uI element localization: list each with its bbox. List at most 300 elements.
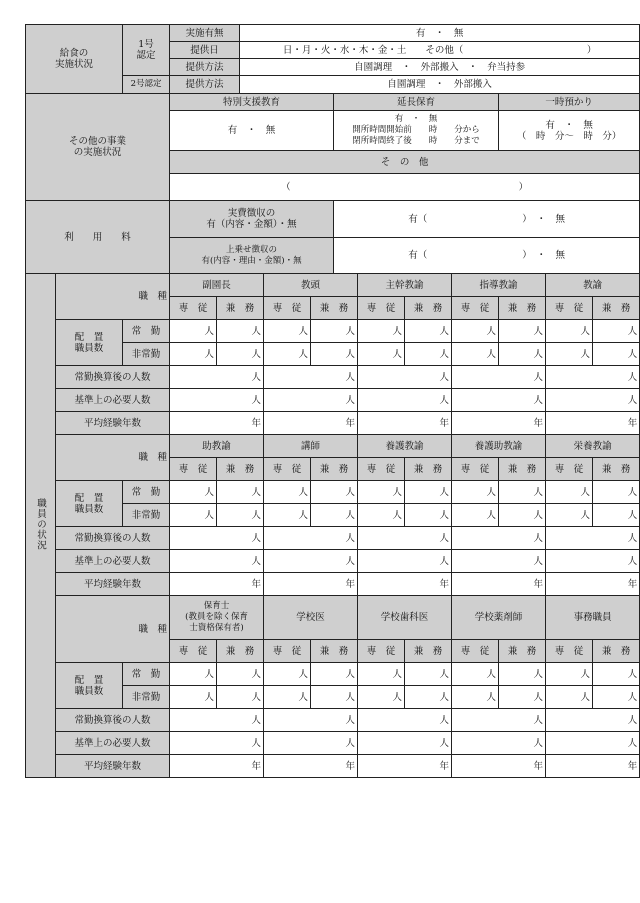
avg_years-cell-text: 年	[533, 760, 544, 772]
avg_years-cell	[170, 573, 264, 596]
required-cell	[358, 732, 452, 755]
person-cell-text: 人	[298, 668, 309, 680]
converted-label-text: 常勤換算後の人数	[74, 371, 151, 383]
required-cell-text: 人	[251, 555, 262, 567]
avg_years-cell	[358, 573, 452, 596]
person-cell-text: 人	[251, 325, 262, 337]
job-title	[452, 274, 546, 297]
person-cell	[405, 504, 452, 527]
person-cell-text: 人	[204, 691, 215, 703]
kenmu-label-text: 兼 務	[507, 645, 537, 657]
person-cell-text: 人	[204, 668, 215, 680]
job-title-text: 養護助教諭	[474, 440, 523, 452]
avg_years-cell-text: 年	[345, 760, 356, 772]
kenmu-label	[217, 458, 264, 481]
person-cell-text: 人	[580, 668, 591, 680]
job-title-text: 講師	[301, 440, 321, 452]
method1-value	[240, 59, 640, 76]
person-cell	[170, 663, 217, 686]
required-cell-text: 人	[533, 555, 544, 567]
kenmu-label-text: 兼 務	[225, 645, 255, 657]
fulltime-label-text: 常 勤	[131, 668, 161, 680]
person-cell	[499, 320, 546, 343]
converted-cell-text: 人	[627, 371, 638, 383]
job-title	[546, 274, 640, 297]
job-title-text: 保育士 (教員を除く保育 士資格保有者)	[185, 601, 248, 633]
converted-cell-text: 人	[627, 714, 638, 726]
senju-label-text: 専 従	[366, 302, 396, 314]
senju-label	[170, 458, 217, 481]
required-cell-text: 人	[627, 394, 638, 406]
parttime-label	[123, 686, 170, 709]
person-cell-text: 人	[392, 325, 403, 337]
impl-label	[170, 25, 240, 42]
cert1-label	[123, 25, 170, 76]
required-cell-text: 人	[345, 737, 356, 749]
misc-value	[170, 174, 640, 201]
avg_years-cell-text: 年	[627, 578, 638, 590]
special-value-text: 有 ・ 無	[227, 125, 276, 136]
kenmu-label	[499, 297, 546, 320]
person-cell-text: 人	[627, 348, 638, 360]
converted-cell	[358, 527, 452, 550]
senju-label	[452, 458, 499, 481]
person-cell	[311, 504, 358, 527]
job-type-label-text: 職 種	[138, 452, 168, 463]
avg_years-cell	[264, 573, 358, 596]
person-cell-text: 人	[533, 668, 544, 680]
job-title	[170, 596, 264, 640]
job-title-text: 教諭	[583, 279, 603, 291]
person-cell	[358, 504, 405, 527]
senju-label-text: 専 従	[366, 645, 396, 657]
person-cell	[264, 343, 311, 366]
person-cell	[358, 343, 405, 366]
person-cell-text: 人	[298, 486, 309, 498]
person-cell-text: 人	[345, 348, 356, 360]
avg_years-cell	[452, 573, 546, 596]
method2-label-text: 提供方法	[185, 79, 224, 90]
extended-value	[334, 111, 499, 151]
required-cell	[170, 550, 264, 573]
senju-label-text: 専 従	[178, 302, 208, 314]
kenmu-label	[217, 297, 264, 320]
required-cell	[264, 732, 358, 755]
job-title-text: 教頭	[301, 279, 321, 291]
other-title	[26, 94, 170, 201]
avg_years-label-text: 平均経験年数	[84, 760, 142, 772]
fee-title-text: 利 用 料	[64, 231, 131, 243]
avg_years-cell-text: 年	[251, 760, 262, 772]
temporary-header	[499, 94, 640, 111]
job-title-text: 助教諭	[202, 440, 231, 452]
person-cell	[499, 343, 546, 366]
person-cell-text: 人	[533, 325, 544, 337]
job-title	[358, 435, 452, 458]
person-cell	[358, 686, 405, 709]
required-cell-text: 人	[627, 737, 638, 749]
person-cell-text: 人	[204, 509, 215, 521]
method1-label	[170, 59, 240, 76]
special-header-text: 特別支援教育	[223, 96, 281, 108]
converted-cell	[546, 709, 640, 732]
converted-cell	[452, 366, 546, 389]
senju-label	[358, 297, 405, 320]
required-cell	[170, 389, 264, 412]
person-cell-text: 人	[392, 348, 403, 360]
job-title	[452, 596, 546, 640]
method1-label-text: 提供方法	[185, 61, 224, 73]
senju-label-text: 専 従	[366, 463, 396, 475]
job-title	[170, 435, 264, 458]
extra-fee-value	[334, 238, 640, 274]
person-cell-text: 人	[345, 668, 356, 680]
person-cell	[452, 343, 499, 366]
person-cell	[546, 481, 593, 504]
person-cell-text: 人	[439, 691, 450, 703]
person-cell-text: 人	[580, 509, 591, 521]
kenmu-label	[593, 458, 640, 481]
avg_years-label-text: 平均経験年数	[84, 578, 142, 590]
converted-cell	[264, 709, 358, 732]
person-cell	[405, 663, 452, 686]
person-cell	[405, 481, 452, 504]
person-cell	[264, 504, 311, 527]
senju-label	[358, 640, 405, 663]
avg_years-label-text: 平均経験年数	[84, 417, 142, 429]
method2-value	[240, 76, 640, 94]
required-cell	[452, 732, 546, 755]
converted-cell-text: 人	[345, 532, 356, 544]
senju-label-text: 専 従	[272, 463, 302, 475]
kenmu-label	[311, 640, 358, 663]
parttime-label	[123, 504, 170, 527]
person-cell	[452, 663, 499, 686]
fulltime-label	[123, 663, 170, 686]
senju-label	[170, 297, 217, 320]
avg_years-cell-text: 年	[627, 760, 638, 772]
required-cell-text: 人	[345, 555, 356, 567]
person-cell	[170, 686, 217, 709]
converted-cell-text: 人	[345, 371, 356, 383]
person-cell-text: 人	[439, 325, 450, 337]
person-cell-text: 人	[392, 668, 403, 680]
kenmu-label-text: 兼 務	[225, 302, 255, 314]
person-cell-text: 人	[627, 691, 638, 703]
required-cell-text: 人	[251, 737, 262, 749]
person-cell	[170, 320, 217, 343]
job-type-label	[56, 435, 170, 481]
person-cell	[593, 320, 640, 343]
converted-cell-text: 人	[251, 371, 262, 383]
kenmu-label-text: 兼 務	[319, 645, 349, 657]
person-cell	[452, 320, 499, 343]
person-cell-text: 人	[533, 348, 544, 360]
person-cell	[264, 663, 311, 686]
kenmu-label-text: 兼 務	[601, 463, 631, 475]
job-type-label	[56, 596, 170, 663]
converted-cell	[452, 527, 546, 550]
parttime-label-text: 非常勤	[131, 691, 161, 703]
person-cell	[217, 320, 264, 343]
senju-label	[452, 640, 499, 663]
person-cell-text: 人	[486, 509, 497, 521]
converted-cell	[358, 709, 452, 732]
placement-label	[56, 320, 123, 366]
person-cell-text: 人	[486, 486, 497, 498]
senju-label-text: 専 従	[272, 645, 302, 657]
person-cell-text: 人	[298, 348, 309, 360]
fulltime-label	[123, 481, 170, 504]
senju-label	[264, 297, 311, 320]
kenmu-label-text: 兼 務	[601, 645, 631, 657]
avg_years-cell	[358, 412, 452, 435]
senju-label	[264, 458, 311, 481]
kenmu-label-text: 兼 務	[413, 645, 443, 657]
job-title-text: 学校薬剤師	[474, 612, 523, 623]
job-title-text: 事務職員	[573, 612, 612, 623]
required-cell	[358, 550, 452, 573]
kenmu-label	[405, 640, 452, 663]
person-cell-text: 人	[439, 348, 450, 360]
avg_years-cell	[452, 412, 546, 435]
meal-title-text: 給食の 実施状況	[55, 48, 94, 70]
person-cell-text: 人	[298, 325, 309, 337]
kenmu-label-text: 兼 務	[601, 302, 631, 314]
fee-title	[26, 201, 170, 274]
job-title	[358, 596, 452, 640]
converted-cell-text: 人	[439, 714, 450, 726]
kenmu-label	[499, 458, 546, 481]
person-cell	[311, 663, 358, 686]
required-cell-text: 人	[439, 555, 450, 567]
extra-fee-value-text: 有（ ） ・ 無	[408, 250, 566, 261]
person-cell-text: 人	[298, 509, 309, 521]
person-cell-text: 人	[392, 691, 403, 703]
person-cell-text: 人	[345, 691, 356, 703]
job-type-label	[56, 274, 170, 320]
avg_years-cell	[264, 412, 358, 435]
person-cell-text: 人	[204, 348, 215, 360]
job-title-text: 副園長	[202, 279, 231, 291]
misc-value-text: （ ）	[281, 181, 529, 193]
job-title	[546, 596, 640, 640]
placement-label	[56, 481, 123, 527]
staff-section-title-text: 職員の状況	[35, 497, 46, 551]
person-cell-text: 人	[486, 325, 497, 337]
person-cell	[546, 663, 593, 686]
person-cell-text: 人	[204, 486, 215, 498]
job-type-label-text: 職 種	[138, 623, 168, 635]
avg_years-cell-text: 年	[439, 417, 450, 429]
extended-value-text: 有 ・ 無 開所時間開始前 時 分から 閉所時間終了後 時 分まで	[352, 114, 480, 146]
job-title-text: 栄養教諭	[573, 440, 612, 452]
person-cell-text: 人	[204, 325, 215, 337]
required-label	[56, 732, 170, 755]
person-cell	[217, 343, 264, 366]
actual-fee-label-text: 実費徴収の 有（内容・金額）・無	[206, 208, 297, 230]
person-cell	[593, 481, 640, 504]
senju-label-text: 専 従	[554, 645, 584, 657]
converted-label	[56, 709, 170, 732]
person-cell-text: 人	[251, 348, 262, 360]
required-cell	[546, 732, 640, 755]
temporary-header-text: 一時預かり	[545, 96, 593, 108]
placement-label-text: 配 置 職員数	[74, 674, 104, 697]
senju-label-text: 専 従	[178, 463, 208, 475]
converted-label	[56, 527, 170, 550]
person-cell-text: 人	[627, 486, 638, 498]
fulltime-label-text: 常 勤	[131, 486, 161, 498]
person-cell	[546, 343, 593, 366]
converted-cell	[358, 366, 452, 389]
person-cell-text: 人	[345, 509, 356, 521]
temporary-value-text: 有 ・ 無 （ 時 分～ 時 分）	[516, 119, 622, 142]
placement-label-text: 配 置 職員数	[74, 492, 104, 515]
person-cell-text: 人	[251, 509, 262, 521]
converted-cell	[452, 709, 546, 732]
required-label-text: 基準上の必要人数	[74, 555, 151, 567]
kenmu-label-text: 兼 務	[319, 463, 349, 475]
senju-label	[264, 640, 311, 663]
person-cell	[264, 686, 311, 709]
person-cell-text: 人	[580, 486, 591, 498]
avg_years-cell	[264, 755, 358, 778]
converted-cell	[264, 527, 358, 550]
extended-header	[334, 94, 499, 111]
cert1-label-text: 1号 認定	[136, 39, 156, 61]
actual-fee-value-text: 有（ ） ・ 無	[408, 213, 566, 225]
kenmu-label	[217, 640, 264, 663]
person-cell	[358, 663, 405, 686]
misc-header-text: そ の 他	[380, 156, 429, 168]
days-label	[170, 42, 240, 59]
person-cell	[593, 663, 640, 686]
required-cell	[452, 389, 546, 412]
person-cell	[311, 320, 358, 343]
person-cell	[452, 686, 499, 709]
required-cell-text: 人	[251, 394, 262, 406]
converted-cell	[170, 709, 264, 732]
required-cell-text: 人	[533, 394, 544, 406]
avg_years-cell-text: 年	[627, 417, 638, 429]
avg_years-label	[56, 573, 170, 596]
document-sheet	[25, 24, 640, 778]
person-cell	[499, 504, 546, 527]
avg_years-cell-text: 年	[533, 578, 544, 590]
kenmu-label	[593, 640, 640, 663]
converted-label-text: 常勤換算後の人数	[74, 532, 151, 544]
senju-label-text: 専 従	[460, 463, 490, 475]
avg_years-cell-text: 年	[439, 578, 450, 590]
senju-label-text: 専 従	[460, 645, 490, 657]
placement-label-text: 配 置 職員数	[74, 331, 104, 354]
fulltime-label	[123, 320, 170, 343]
required-cell-text: 人	[439, 394, 450, 406]
converted-cell	[170, 527, 264, 550]
job-title-text: 指導教諭	[479, 279, 518, 291]
cert2-label-text: 2号認定	[130, 79, 162, 89]
converted-cell-text: 人	[345, 714, 356, 726]
person-cell-text: 人	[580, 325, 591, 337]
person-cell-text: 人	[533, 486, 544, 498]
senju-label	[452, 297, 499, 320]
senju-label-text: 専 従	[554, 463, 584, 475]
job-type-label-text: 職 種	[138, 291, 168, 302]
days-value-text: 日・月・火・水・木・金・土 その他（ ）	[282, 44, 597, 56]
person-cell	[405, 320, 452, 343]
kenmu-label-text: 兼 務	[319, 302, 349, 314]
person-cell-text: 人	[627, 325, 638, 337]
person-cell	[170, 481, 217, 504]
converted-cell	[546, 527, 640, 550]
person-cell	[593, 686, 640, 709]
converted-cell-text: 人	[251, 714, 262, 726]
cert2-label	[123, 76, 170, 94]
converted-cell-text: 人	[439, 532, 450, 544]
job-title	[264, 435, 358, 458]
person-cell-text: 人	[627, 509, 638, 521]
person-cell-text: 人	[580, 691, 591, 703]
person-cell-text: 人	[298, 691, 309, 703]
required-cell	[546, 550, 640, 573]
avg_years-cell	[170, 412, 264, 435]
actual-fee-value	[334, 201, 640, 238]
misc-header	[170, 151, 640, 174]
senju-label-text: 専 従	[554, 302, 584, 314]
person-cell-text: 人	[251, 486, 262, 498]
actual-fee-label	[170, 201, 334, 238]
job-title-text: 養護教諭	[385, 440, 424, 452]
converted-cell	[170, 366, 264, 389]
person-cell	[217, 504, 264, 527]
senju-label	[546, 640, 593, 663]
person-cell	[264, 320, 311, 343]
person-cell	[546, 686, 593, 709]
person-cell-text: 人	[439, 509, 450, 521]
avg_years-cell-text: 年	[345, 578, 356, 590]
required-cell	[546, 389, 640, 412]
staff-section-title	[26, 274, 56, 778]
person-cell-text: 人	[251, 668, 262, 680]
impl-value	[240, 25, 640, 42]
extra-fee-label	[170, 238, 334, 274]
person-cell	[405, 686, 452, 709]
required-cell-text: 人	[345, 394, 356, 406]
avg_years-cell	[546, 412, 640, 435]
kenmu-label-text: 兼 務	[507, 302, 537, 314]
person-cell-text: 人	[533, 509, 544, 521]
avg_years-cell-text: 年	[251, 417, 262, 429]
avg_years-cell	[546, 755, 640, 778]
required-label	[56, 550, 170, 573]
person-cell-text: 人	[486, 668, 497, 680]
job-title	[546, 435, 640, 458]
person-cell	[170, 343, 217, 366]
senju-label-text: 専 従	[178, 645, 208, 657]
person-cell-text: 人	[533, 691, 544, 703]
required-cell	[452, 550, 546, 573]
job-title	[264, 596, 358, 640]
impl-label-text: 実施有無	[185, 27, 224, 39]
kenmu-label	[405, 458, 452, 481]
converted-cell	[546, 366, 640, 389]
job-title	[358, 274, 452, 297]
avg_years-cell	[452, 755, 546, 778]
person-cell	[499, 686, 546, 709]
kenmu-label	[311, 297, 358, 320]
required-cell-text: 人	[533, 737, 544, 749]
